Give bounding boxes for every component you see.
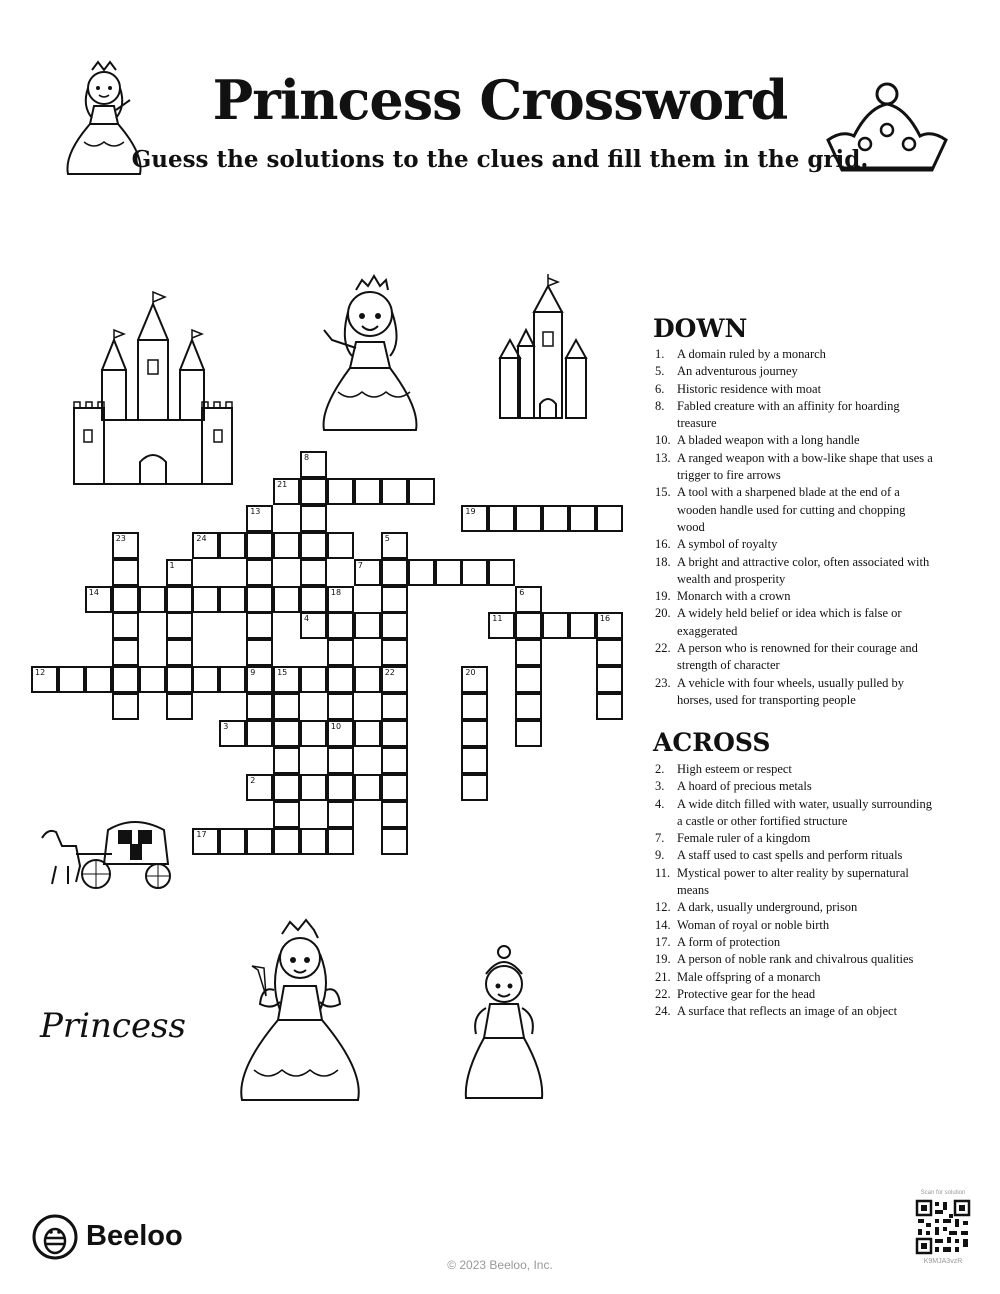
crossword-cell[interactable] — [139, 666, 166, 693]
crossword-cell[interactable] — [166, 586, 193, 613]
across-clue — [655, 969, 935, 986]
crossword-cell[interactable] — [327, 532, 354, 559]
crossword-cell[interactable] — [219, 828, 246, 855]
cell-number: 20 — [465, 668, 476, 678]
crossword-cell[interactable] — [435, 559, 462, 586]
clue-number: 23. — [655, 675, 671, 690]
down-clue-list — [655, 346, 935, 709]
crossword-cell[interactable] — [354, 666, 381, 693]
clue-number: 18. — [655, 554, 671, 569]
crossword-cell[interactable] — [246, 693, 273, 720]
crossword-cell[interactable] — [327, 586, 354, 613]
clue-text: A symbol of royalty — [677, 537, 778, 552]
cell-number: 14 — [88, 587, 99, 597]
across-clue — [655, 934, 935, 951]
down-clue — [655, 450, 935, 485]
crossword-cell[interactable] — [327, 478, 354, 505]
clue-text: A bright and attractive color, often associated with wealth and prosperity — [677, 554, 930, 586]
clue-number: 21. — [655, 969, 671, 984]
clue-number: 6. — [655, 381, 665, 396]
across-clue-list — [655, 761, 935, 1020]
crossword-cell[interactable] — [461, 774, 488, 801]
crossword-cell[interactable] — [273, 774, 300, 801]
crossword-cell[interactable] — [569, 612, 596, 639]
clue-text: A hoard of precious metals — [677, 779, 812, 794]
across-clue — [655, 951, 935, 968]
crossword-cell[interactable] — [461, 559, 488, 586]
cell-number: 9 — [250, 668, 256, 678]
down-clue — [655, 484, 935, 536]
across-clue — [655, 847, 935, 864]
crossword-cell[interactable] — [327, 720, 354, 747]
crossword-cell[interactable] — [273, 478, 300, 505]
clue-text: A widely held belief or idea which is false or exaggerated — [677, 606, 902, 638]
crossword-cell[interactable] — [273, 693, 300, 720]
cell-number: 10 — [330, 722, 342, 731]
crossword-cell[interactable] — [461, 747, 488, 774]
crossword-cell[interactable] — [327, 828, 354, 855]
crossword-cell[interactable] — [515, 639, 542, 666]
crossword-cell[interactable] — [85, 666, 112, 693]
crossword-cell[interactable] — [300, 505, 327, 532]
clue-text: Mystical power to alter reality by supernatural means — [677, 865, 909, 898]
crossword-cell[interactable] — [381, 720, 408, 747]
clue-text: A staff used to cast spells and perform rituals — [677, 848, 903, 863]
crossword-cell[interactable] — [354, 478, 381, 505]
crossword-cell[interactable] — [569, 505, 596, 532]
crossword-cell[interactable] — [112, 666, 139, 693]
down-clue — [655, 381, 935, 398]
clue-text: A wide ditch filled with water, usually surrounding a castle or other fortified structure — [677, 796, 933, 828]
crossword-cell[interactable] — [112, 693, 139, 720]
crossword-cell[interactable] — [327, 801, 354, 828]
across-clue — [655, 865, 935, 900]
crossword-cell[interactable] — [246, 828, 273, 855]
crossword-cell[interactable] — [219, 586, 246, 613]
crossword-cell[interactable] — [461, 720, 488, 747]
crossword-cell[interactable] — [166, 612, 193, 639]
across-clue — [655, 917, 935, 934]
across-clue — [655, 796, 935, 831]
crossword-cell[interactable] — [58, 666, 85, 693]
clue-number: 14. — [655, 917, 671, 932]
crossword-cell[interactable] — [515, 612, 542, 639]
cell-number: 16 — [599, 614, 611, 624]
cell-number: 18 — [330, 587, 342, 597]
clue-number: 7. — [655, 831, 665, 846]
crossword-cell[interactable] — [273, 828, 300, 855]
cell-number: 2 — [250, 775, 256, 785]
down-clue — [655, 432, 935, 449]
crossword-cell[interactable] — [300, 666, 327, 693]
clue-text: Male offspring of a monarch — [677, 969, 821, 984]
down-clue — [655, 536, 935, 553]
cell-number: 15 — [277, 668, 288, 678]
crossword-cell[interactable] — [85, 586, 112, 613]
clue-text: A vehicle with four wheels, usually pulled by horses, used for transporting people — [677, 675, 905, 707]
across-clue — [655, 830, 935, 847]
clue-text: High esteem or respect — [677, 762, 792, 776]
crossword-cell[interactable] — [327, 747, 354, 774]
crossword-cell[interactable] — [596, 666, 623, 693]
crossword-cell[interactable] — [515, 505, 542, 532]
across-heading: ACROSS — [653, 728, 771, 757]
clue-number: 20. — [655, 606, 671, 621]
cell-number: 6 — [519, 587, 525, 597]
princess-script-text: Princess — [40, 1006, 186, 1046]
crossword-cell[interactable] — [488, 505, 515, 532]
clue-number: 3. — [655, 779, 665, 794]
crossword-cell[interactable] — [246, 559, 273, 586]
cell-number: 21 — [277, 479, 288, 489]
crossword-cell[interactable] — [246, 720, 273, 747]
crossword-cell[interactable] — [273, 801, 300, 828]
down-clue — [655, 675, 935, 710]
clue-number: 4. — [655, 796, 665, 811]
crossword-cell[interactable] — [596, 639, 623, 666]
crossword-cell[interactable] — [327, 774, 354, 801]
crossword-cell[interactable] — [327, 639, 354, 666]
crossword-cell[interactable] — [300, 532, 327, 559]
cell-number: 3 — [223, 722, 229, 731]
clue-text: A dark, usually underground, prison — [677, 900, 858, 915]
crossword-cell[interactable] — [408, 559, 435, 586]
crossword-cell[interactable] — [273, 720, 300, 747]
across-clue — [655, 899, 935, 916]
crossword-cell[interactable] — [381, 747, 408, 774]
cell-number: 11 — [492, 614, 503, 624]
crossword-cell[interactable] — [246, 505, 273, 532]
crossword-cell[interactable] — [219, 720, 246, 747]
clue-number: 13. — [655, 450, 671, 465]
crossword-cell[interactable] — [354, 559, 381, 586]
cell-number: 17 — [196, 829, 207, 839]
cell-number: 1 — [169, 560, 175, 570]
clue-number: 11. — [655, 865, 671, 880]
clue-text: A person of noble rank and chivalrous qualities — [677, 952, 914, 967]
crossword-cell[interactable] — [488, 612, 515, 639]
crossword-cell[interactable] — [327, 612, 354, 639]
crossword-cell[interactable] — [112, 612, 139, 639]
clue-text: Woman of royal or noble birth — [677, 917, 830, 932]
crossword-cell[interactable] — [381, 774, 408, 801]
scan-label: Scan for solution — [920, 1190, 966, 1196]
cell-number: 7 — [357, 560, 363, 570]
crossword-cell[interactable] — [300, 586, 327, 613]
cell-number: 23 — [115, 533, 126, 543]
clue-number: 2. — [655, 762, 665, 776]
crossword-cell[interactable] — [381, 666, 408, 693]
clue-text: An adventurous journey — [677, 364, 798, 379]
cell-number: 12 — [35, 668, 46, 678]
clue-text: A form of protection — [677, 934, 781, 949]
crossword-cell[interactable] — [273, 747, 300, 774]
crossword-cell[interactable] — [273, 532, 300, 559]
crossword-cell[interactable] — [354, 720, 381, 747]
crossword-cell[interactable] — [381, 559, 408, 586]
crossword-cell[interactable] — [246, 532, 273, 559]
crossword-cell[interactable] — [515, 720, 542, 747]
crossword-cell[interactable] — [461, 666, 488, 693]
cell-number: 5 — [384, 533, 390, 543]
crossword-cell[interactable] — [381, 801, 408, 828]
down-clue — [655, 346, 935, 363]
crossword-cell[interactable] — [408, 478, 435, 505]
clue-number: 12. — [655, 900, 671, 915]
clue-text: A tool with a sharpened blade at the end of a wooden handle used for cutting and chopping wood — [677, 485, 906, 534]
down-clue — [655, 588, 935, 605]
crossword-cell[interactable] — [166, 693, 193, 720]
crossword-cell[interactable] — [246, 586, 273, 613]
crossword-cell[interactable] — [300, 451, 327, 478]
clue-number: 10. — [655, 433, 671, 448]
crossword-cell[interactable] — [354, 774, 381, 801]
page-title: Princess Crossword — [212, 68, 788, 132]
clue-text: Fabled creature with an affinity for hoarding treasure — [677, 398, 900, 431]
clue-number: 16. — [655, 537, 671, 552]
crossword-cell[interactable] — [192, 828, 219, 855]
crossword-cell[interactable] — [354, 612, 381, 639]
clue-text: A domain ruled by a monarch — [677, 347, 826, 361]
clue-number: 24. — [655, 1004, 671, 1019]
crossword-cell[interactable] — [596, 693, 623, 720]
crossword-cell[interactable] — [112, 559, 139, 586]
clue-text: A bladed weapon with a long handle — [677, 433, 860, 448]
copyright-footer: © 2023 Beeloo, Inc. — [447, 1258, 553, 1272]
qr-code-icon[interactable] — [916, 1200, 970, 1254]
clue-number: 1. — [655, 347, 665, 361]
clue-text: A ranged weapon with a bow-like shape that uses a trigger to fire arrows — [677, 450, 933, 483]
crossword-cell[interactable] — [112, 639, 139, 666]
across-clue — [655, 761, 935, 778]
page-subtitle: Guess the solutions to the clues and fill them in the grid. — [131, 146, 869, 173]
beeloo-logo-icon — [32, 1214, 78, 1260]
cell-number: 22 — [384, 668, 395, 678]
crossword-cell[interactable] — [246, 774, 273, 801]
crossword-cell[interactable] — [112, 532, 139, 559]
crossword-cell[interactable] — [192, 586, 219, 613]
crossword-cell[interactable] — [381, 532, 408, 559]
clue-number: 19. — [655, 589, 671, 604]
brand-name: Beeloo — [86, 1220, 183, 1252]
crossword-cell[interactable] — [31, 666, 58, 693]
crossword-cell[interactable] — [112, 586, 139, 613]
crossword-cell[interactable] — [300, 612, 327, 639]
across-clue — [655, 986, 935, 1003]
crossword-cell[interactable] — [327, 693, 354, 720]
crossword-cell[interactable] — [596, 612, 623, 639]
down-clue — [655, 554, 935, 589]
crossword-cell[interactable] — [381, 586, 408, 613]
clue-text: Monarch with a crown — [677, 589, 791, 604]
crossword-cell[interactable] — [273, 586, 300, 613]
crossword-cell[interactable] — [219, 666, 246, 693]
clue-number: 9. — [655, 848, 665, 863]
crossword-cell[interactable] — [596, 505, 623, 532]
crossword-cell[interactable] — [300, 478, 327, 505]
crossword-cell[interactable] — [300, 828, 327, 855]
crossword-cell[interactable] — [381, 828, 408, 855]
clue-number: 5. — [655, 364, 665, 379]
crossword-cell[interactable] — [166, 559, 193, 586]
crossword-cell[interactable] — [219, 532, 246, 559]
clue-number: 17. — [655, 934, 671, 949]
clue-number: 19. — [655, 952, 671, 967]
cell-number: 4 — [304, 614, 310, 624]
cell-number: 19 — [465, 506, 476, 516]
clue-number: 8. — [655, 398, 665, 413]
crossword-cell[interactable] — [327, 666, 354, 693]
crossword-cell[interactable] — [542, 612, 569, 639]
crossword-cell[interactable] — [139, 586, 166, 613]
crossword-cell[interactable] — [381, 639, 408, 666]
crossword-cell[interactable] — [166, 666, 193, 693]
crossword-cell[interactable] — [246, 639, 273, 666]
cell-number: 8 — [304, 453, 310, 462]
crossword-cell[interactable] — [300, 720, 327, 747]
clue-text: Protective gear for the head — [677, 986, 816, 1001]
puzzle-code: K9MJA3vzR — [923, 1258, 963, 1265]
clue-number: 22. — [655, 641, 671, 656]
crossword-cell[interactable] — [192, 532, 219, 559]
crossword-cell[interactable] — [461, 693, 488, 720]
clue-text: Female ruler of a kingdom — [677, 831, 811, 846]
crossword-cell[interactable] — [381, 478, 408, 505]
crossword-cell[interactable] — [461, 505, 488, 532]
clue-number: 22. — [655, 986, 671, 1001]
crossword-cell[interactable] — [488, 559, 515, 586]
crossword-cell[interactable] — [515, 693, 542, 720]
crossword-cell[interactable] — [300, 559, 327, 586]
crossword-cell[interactable] — [515, 586, 542, 613]
crossword-cell[interactable] — [166, 639, 193, 666]
down-clue — [655, 605, 935, 640]
cell-number: 24 — [196, 533, 207, 543]
down-clue — [655, 640, 935, 675]
crossword-cell[interactable] — [515, 666, 542, 693]
crossword-cell[interactable] — [381, 612, 408, 639]
crossword-cell[interactable] — [381, 693, 408, 720]
cell-number: 13 — [250, 506, 261, 516]
crossword-cell[interactable] — [246, 612, 273, 639]
crossword-cell[interactable] — [246, 666, 273, 693]
down-clue — [655, 363, 935, 380]
down-clue — [655, 398, 935, 433]
crossword-cell[interactable] — [192, 666, 219, 693]
crossword-cell[interactable] — [300, 774, 327, 801]
clue-number: 15. — [655, 485, 671, 500]
crossword-cell[interactable] — [542, 505, 569, 532]
down-heading: DOWN — [653, 314, 748, 343]
across-clue — [655, 1003, 935, 1020]
clue-text: A person who is renowned for their courage and strength of character — [677, 641, 918, 673]
clue-text: Historic residence with moat — [677, 381, 822, 396]
clue-text: A surface that reflects an image of an object — [677, 1004, 898, 1019]
crossword-cell[interactable] — [273, 666, 300, 693]
across-clue — [655, 778, 935, 795]
